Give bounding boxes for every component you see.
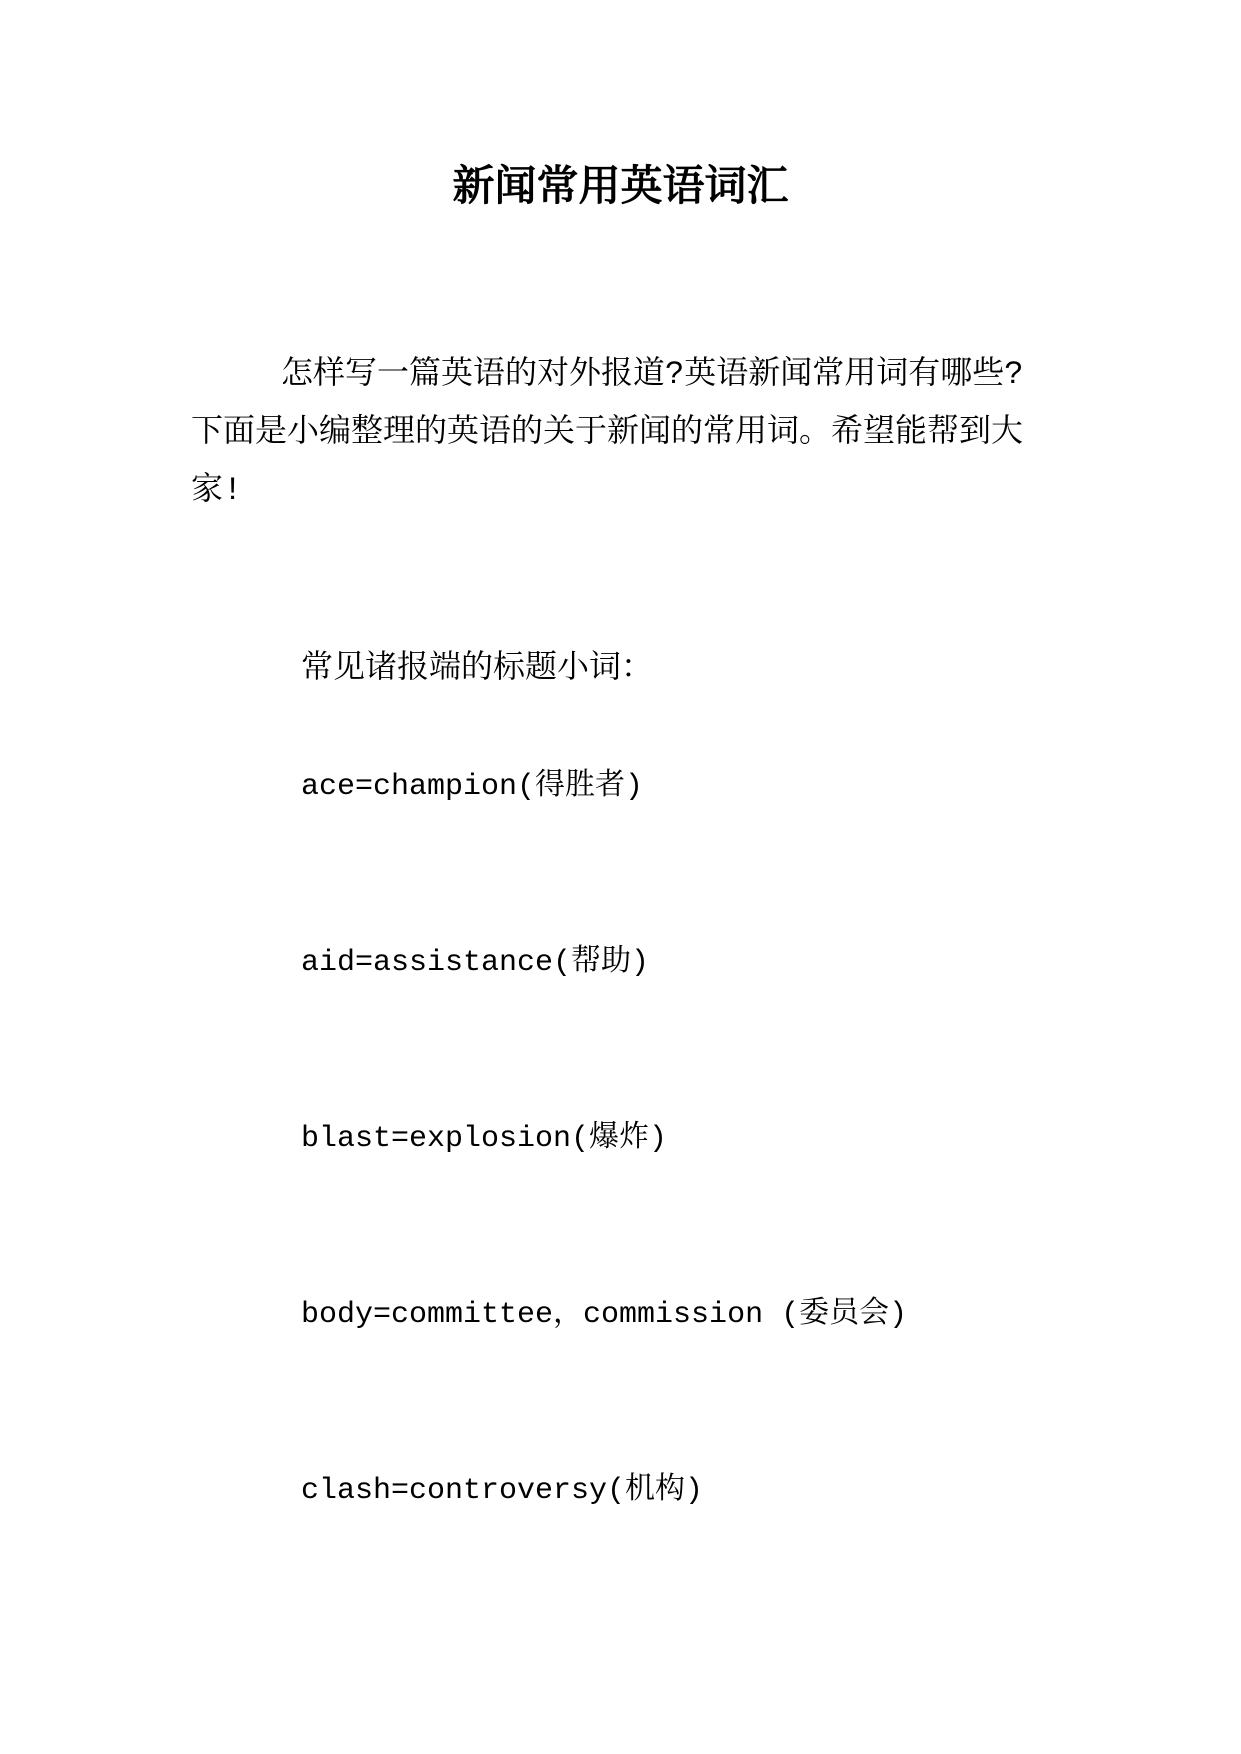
vocabulary-entry-body: body=committee，commission (委员会)	[301, 1298, 908, 1332]
vocabulary-entry-clash: clash=controversy(机构)	[301, 1474, 704, 1508]
vocabulary-entry-aid: aid=assistance(帮助)	[301, 946, 650, 980]
section-heading: 常见诸报端的标题小词：	[301, 650, 654, 687]
vocabulary-list	[301, 758, 907, 1638]
vocabulary-entry-blast: blast=explosion(爆炸)	[301, 1122, 668, 1156]
document-title: 新闻常用英语词汇	[452, 161, 789, 210]
intro-paragraph: 怎样写一篇英语的对外报道?英语新闻常用词有哪些?下面是小编整理的英语的关于新闻的常用词。希望能帮到大家!	[191, 356, 1024, 509]
vocabulary-entry-ace: ace=champion(得胜者)	[301, 770, 644, 804]
